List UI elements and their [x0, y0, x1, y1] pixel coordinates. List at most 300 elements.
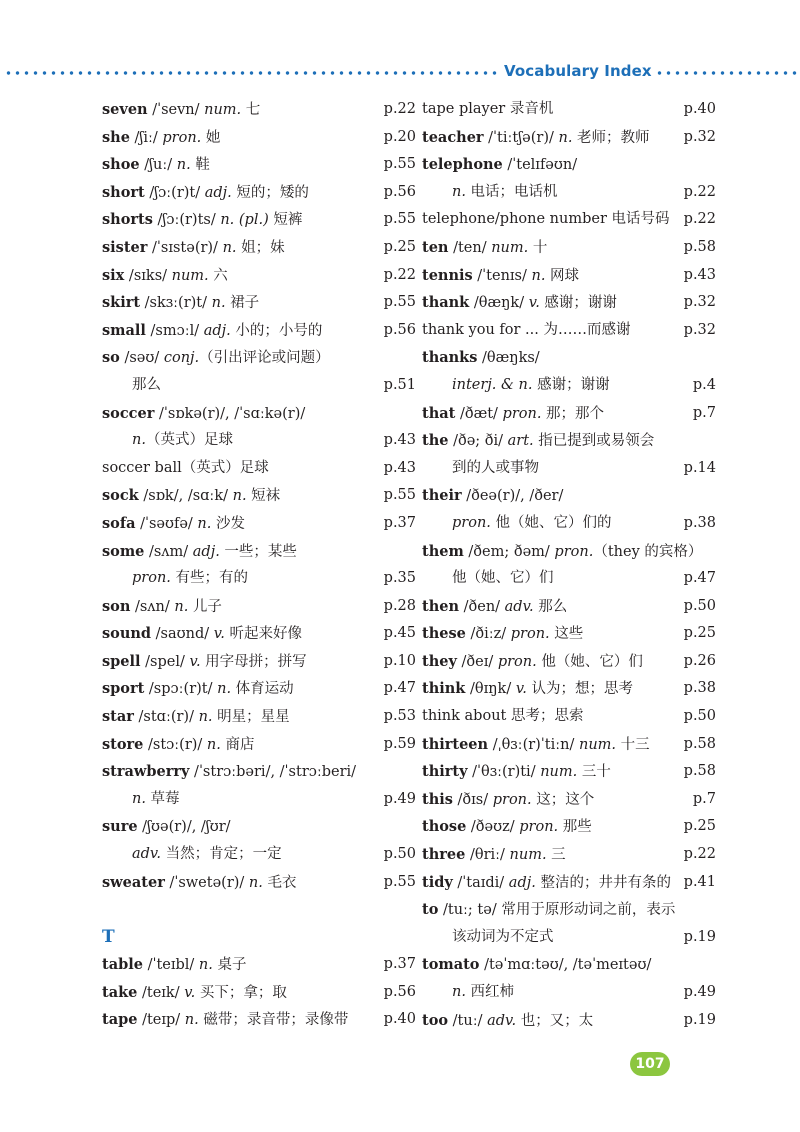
entry-headword: ten: [422, 238, 449, 256]
entry-page-ref: p.35: [383, 570, 416, 587]
entry-pronunciation: /ˈθɜː(r)ti/: [467, 764, 541, 781]
entry-meaning: 常用于原形动词之前，表示: [501, 902, 676, 919]
entry-pronunciation: /smɔːl/: [145, 322, 204, 339]
entry-page-ref: p.59: [383, 735, 416, 752]
index-entry-line: [102, 482, 416, 510]
entry-page-ref: p.7: [692, 790, 716, 807]
entry-part-of-speech: n.: [132, 432, 146, 449]
entry-pronunciation: /ðɪs/: [452, 791, 493, 808]
entry-headword: table: [102, 956, 143, 974]
entry-page-ref: p.20: [383, 128, 416, 145]
entry-pronunciation: /ˈteɪbl/: [142, 957, 199, 974]
entry-pronunciation: /ˈtenɪs/: [472, 267, 532, 284]
entry-pronunciation: /təˈmɑːtəʊ/, /təˈmeɪtəʊ/: [479, 957, 652, 974]
entry-part-of-speech: interj. & n.: [452, 376, 533, 393]
entry-meaning: 一些；某些: [219, 543, 297, 560]
entry-page-ref: p.56: [383, 183, 416, 200]
entry-page-ref: p.22: [383, 266, 416, 283]
entry-part-of-speech: pron.: [132, 570, 171, 587]
entry-pronunciation: /ˈtaɪdi/: [452, 874, 509, 891]
entry-meaning: 也；又；太: [516, 1012, 594, 1029]
entry-headword: shorts: [102, 211, 153, 229]
index-entry-line: [102, 455, 416, 483]
entry-pronunciation: /ˈstrɔːbəri/, /ˈstrɔːberi/: [189, 764, 357, 781]
entry-pronunciation: /ˈsɒkə(r)/, /ˈsɑːkə(r)/: [154, 405, 306, 422]
entry-meaning: （引出评论或问题）: [199, 350, 330, 367]
entry-meaning: （英式）足球: [145, 432, 233, 449]
index-entry-line: [422, 841, 716, 869]
entry-pronunciation: /ðeə(r)/, /ðer/: [461, 488, 564, 505]
entry-part-of-speech: v.: [184, 984, 196, 1001]
entry-part-of-speech: n. (pl.): [220, 212, 269, 229]
entry-part-of-speech: n.: [206, 736, 221, 753]
index-entry-line: [422, 372, 716, 400]
entry-headword: then: [422, 597, 460, 615]
entry-headword: skirt: [102, 294, 141, 312]
entry-part-of-speech: adv.: [132, 846, 162, 863]
entry-page-ref: p.55: [383, 487, 416, 504]
entry-page-ref: p.47: [383, 680, 416, 697]
entry-meaning: 草莓: [145, 790, 180, 807]
index-entry-line: [422, 96, 716, 124]
entry-meaning: 她: [201, 129, 221, 146]
entry-page-ref: p.49: [383, 790, 416, 807]
entry-list-s: [102, 96, 416, 896]
entry-meaning: 十: [528, 239, 548, 256]
index-entry-line: [102, 979, 416, 1007]
entry-pronunciation: /sʌm/: [144, 543, 193, 560]
entry-page-ref: p.32: [683, 294, 716, 311]
entry-headword: sport: [102, 680, 145, 698]
entry-part-of-speech: art.: [507, 433, 534, 450]
index-entry-line: [422, 400, 716, 428]
entry-headword: tomato: [422, 956, 480, 974]
entry-headword: too: [422, 1011, 449, 1029]
index-entry-line: [102, 151, 416, 179]
entry-pronunciation: /ʃɔː(r)ts/: [152, 212, 221, 229]
entry-meaning: 七: [241, 102, 261, 118]
entry-pronunciation: tape player: [422, 101, 506, 117]
index-entry-line: [422, 648, 716, 676]
entry-headword: spell: [102, 652, 141, 670]
entry-pronunciation: /ʃʊə(r)/, /ʃʊr/: [137, 819, 231, 836]
entry-meaning: 六: [208, 267, 228, 284]
entry-meaning: 短裤: [268, 212, 303, 229]
entry-headword: tennis: [422, 266, 473, 284]
entry-page-ref: p.49: [683, 984, 716, 1000]
index-entry-line: [102, 400, 416, 428]
entry-meaning: 三: [546, 847, 566, 864]
index-entry-line: [422, 620, 716, 648]
index-entry-line: [422, 675, 716, 703]
entry-part-of-speech: pron.: [519, 819, 559, 836]
entry-part-of-speech: adj.: [192, 543, 220, 560]
index-entry-line: [422, 565, 716, 593]
entry-meaning: 儿子: [188, 598, 222, 615]
entry-meaning: 短的；矮的: [231, 184, 309, 201]
entry-meaning: 感谢；谢谢: [532, 376, 610, 393]
entry-meaning: 这些: [549, 626, 584, 643]
entry-page-ref: p.37: [383, 956, 416, 973]
entry-meaning: 十三: [616, 736, 650, 753]
entry-meaning: 沙发: [211, 515, 245, 532]
entry-headword: tape: [102, 1011, 138, 1029]
entry-page-ref: p.56: [383, 983, 416, 1000]
entry-pronunciation: /ten/: [448, 239, 492, 256]
entry-page-ref: p.26: [683, 652, 716, 669]
index-entry-line: [102, 593, 416, 621]
entry-page-ref: p.56: [383, 321, 416, 338]
entry-list-right: [422, 96, 716, 1034]
index-entry-line: [422, 317, 716, 345]
entry-pronunciation: /ðeɪ/: [456, 653, 498, 670]
entry-meaning: 有些；有的: [170, 570, 249, 587]
entry-meaning: 该动词为不定式: [452, 928, 554, 945]
entry-part-of-speech: n.: [232, 488, 247, 505]
entry-page-ref: p.28: [383, 597, 416, 614]
entry-part-of-speech: n.: [222, 239, 237, 256]
entry-pronunciation: /ˈswetə(r)/: [164, 874, 249, 891]
entry-page-ref: p.7: [692, 404, 716, 421]
entry-headword: telephone: [422, 156, 503, 174]
entry-pronunciation: /saʊnd/: [151, 626, 214, 643]
entry-part-of-speech: pron.: [497, 653, 537, 670]
entry-meaning: 西红柿: [465, 984, 515, 1000]
entry-headword: so: [102, 349, 120, 367]
entry-headword: thank: [422, 294, 470, 312]
index-entry-line: [102, 510, 416, 538]
entry-pronunciation: /ʃiː/: [129, 129, 163, 146]
entry-part-of-speech: num.: [509, 847, 547, 864]
entry-headword: think: [422, 680, 466, 698]
index-entry-line: [422, 234, 716, 262]
index-entry-line: [102, 427, 416, 455]
entry-headword: sweater: [102, 873, 165, 891]
entry-meaning: 这；这个: [531, 791, 595, 808]
entry-headword: the: [422, 432, 449, 450]
entry-pronunciation: /teɪp/: [137, 1012, 185, 1029]
index-entry-line: [102, 869, 416, 897]
entry-meaning: 毛衣: [262, 874, 297, 891]
entry-page-ref: p.32: [683, 321, 716, 338]
index-entry-line: [102, 620, 416, 648]
entry-headword: this: [422, 790, 453, 808]
entry-page-ref: p.51: [383, 376, 416, 393]
index-entry-line: [102, 538, 416, 566]
entry-headword: some: [102, 542, 145, 560]
entry-part-of-speech: n.: [211, 295, 226, 312]
entry-headword: sock: [102, 487, 139, 505]
page-number-badge: 107: [630, 1052, 670, 1076]
entry-meaning: （they 的宾格）: [593, 543, 703, 560]
entry-meaning: 录音机: [505, 101, 554, 117]
entry-part-of-speech: num.: [171, 267, 209, 284]
entry-part-of-speech: pron.: [492, 791, 532, 808]
header-title: Vocabulary Index: [504, 62, 652, 80]
entry-headword: thirty: [422, 763, 468, 781]
entry-meaning: 那么: [533, 598, 568, 615]
entry-headword: six: [102, 266, 125, 284]
index-entry-line: [422, 951, 716, 979]
entry-pronunciation: /tuː; tə/: [438, 902, 502, 919]
entry-page-ref: p.19: [683, 1011, 716, 1028]
entry-pronunciation: soccer ball: [102, 459, 182, 476]
index-entry-line: [422, 151, 716, 179]
index-entry-line: [102, 731, 416, 759]
index-entry-line: [422, 344, 716, 372]
entry-meaning: 听起来好像: [224, 626, 302, 643]
entry-part-of-speech: pron.: [510, 626, 550, 643]
entry-pronunciation: /teɪk/: [137, 984, 185, 1001]
index-entry-line: [422, 813, 716, 841]
entry-pronunciation: /ðæt/: [455, 405, 503, 422]
entry-page-ref: p.32: [683, 128, 716, 145]
entry-headword: take: [102, 983, 138, 1001]
index-entry-line: [422, 482, 716, 510]
entry-part-of-speech: num.: [540, 764, 578, 781]
entry-headword: their: [422, 487, 462, 505]
entry-headword: she: [102, 128, 130, 146]
index-entry-line: [422, 206, 716, 234]
entry-meaning: 指已提到或易领会: [533, 433, 655, 450]
entry-page-ref: p.55: [383, 156, 416, 173]
entry-headword: three: [422, 846, 466, 864]
entry-headword: small: [102, 321, 146, 339]
entry-headword: seven: [102, 101, 148, 118]
entry-page-ref: p.47: [683, 570, 716, 587]
entry-pronunciation: /stɔː(r)/: [143, 736, 207, 753]
entry-pronunciation: /ˈsɪstə(r)/: [147, 239, 223, 256]
index-entry-line: [422, 427, 716, 455]
index-entry-line: [422, 786, 716, 814]
entry-headword: store: [102, 735, 144, 753]
entry-part-of-speech: v.: [528, 295, 540, 312]
entry-part-of-speech: pron.: [452, 514, 491, 531]
index-entry-line: [422, 869, 716, 897]
entry-page-ref: p.43: [383, 459, 416, 476]
index-entry-line: [102, 262, 416, 290]
entry-headword: teacher: [422, 128, 484, 146]
entry-meaning: 商店: [220, 736, 255, 753]
entry-pronunciation: /ˌθɜː(r)ˈtiːn/: [488, 736, 579, 753]
entry-page-ref: p.58: [683, 763, 716, 780]
entry-meaning: 到的人或事物: [452, 459, 539, 476]
index-entry-line: [422, 758, 716, 786]
entry-headword: sure: [102, 818, 138, 836]
entry-list-t: [102, 951, 416, 1034]
entry-headword: strawberry: [102, 763, 190, 781]
index-entry-line: [422, 289, 716, 317]
entry-page-ref: p.40: [383, 1011, 416, 1028]
entry-page-ref: p.55: [383, 873, 416, 890]
entry-meaning: （英式）足球: [181, 459, 269, 476]
index-entry-line: [102, 786, 416, 814]
entry-pronunciation: /ðem; ðəm/: [463, 543, 555, 560]
entry-page-ref: p.37: [383, 514, 416, 531]
entry-meaning: 明星；星星: [212, 709, 290, 726]
entry-pronunciation: /ˈsevn/: [147, 102, 205, 118]
entry-pronunciation: /ʃuː/: [139, 157, 177, 174]
entry-part-of-speech: num.: [491, 239, 529, 256]
entry-meaning: 他（她、它）们: [536, 653, 643, 670]
index-entry-line: [422, 924, 716, 952]
index-entry-line: [102, 758, 416, 786]
index-entry-line: [422, 262, 716, 290]
entry-part-of-speech: n.: [198, 709, 213, 726]
entry-part-of-speech: adv.: [487, 1012, 517, 1029]
dotted-rule-left: [4, 71, 501, 75]
entry-headword: star: [102, 708, 134, 726]
index-entry-line: [422, 896, 716, 924]
entry-page-ref: p.22: [683, 211, 716, 228]
entry-pronunciation: /ˈsəʊfə/: [135, 515, 198, 532]
entry-pronunciation: /tuː/: [448, 1012, 488, 1029]
index-entry-line: [422, 731, 716, 759]
entry-pronunciation: /ðə; ði/: [448, 433, 508, 450]
entry-page-ref: p.19: [683, 928, 716, 945]
entry-pronunciation: /ðiːz/: [465, 626, 511, 643]
entry-part-of-speech: n.: [217, 681, 232, 698]
entry-part-of-speech: n.: [176, 157, 191, 174]
entry-part-of-speech: adv.: [504, 598, 534, 615]
entry-part-of-speech: n.: [132, 790, 146, 807]
entry-pronunciation: /spɔː(r)t/: [144, 681, 218, 698]
index-entry-line: [102, 289, 416, 317]
entry-pronunciation: /skɜː(r)t/: [140, 295, 212, 312]
entry-headword: thanks: [422, 349, 478, 367]
entry-part-of-speech: v.: [515, 681, 527, 698]
index-entry-line: [102, 96, 416, 124]
entry-part-of-speech: num.: [204, 102, 242, 118]
entry-page-ref: p.25: [683, 625, 716, 642]
entry-meaning: 电话；电话机: [465, 183, 558, 200]
left-column: [102, 96, 416, 1034]
entry-headword: those: [422, 818, 467, 836]
index-entry-line: [102, 841, 416, 869]
entry-page-ref: p.25: [683, 818, 716, 835]
entry-pronunciation: /θæŋk/: [469, 295, 529, 312]
entry-meaning: 老师；教师: [572, 129, 650, 146]
entry-part-of-speech: v.: [213, 626, 225, 643]
entry-page-ref: p.43: [683, 266, 716, 283]
entry-headword: son: [102, 597, 131, 615]
entry-pronunciation: /səʊ/: [119, 350, 164, 367]
entry-meaning: 整洁的；井井有条的: [535, 874, 671, 891]
entry-headword: they: [422, 652, 457, 670]
entry-pronunciation: /spel/: [140, 653, 190, 670]
index-entry-line: [102, 648, 416, 676]
entry-page-ref: p.10: [383, 652, 416, 669]
entry-headword: sofa: [102, 514, 136, 532]
index-entry-line: [102, 1006, 416, 1034]
entry-part-of-speech: n.: [452, 984, 466, 1000]
entry-part-of-speech: n.: [174, 598, 189, 615]
entry-headword: tidy: [422, 873, 453, 891]
index-entry-line: [102, 124, 416, 152]
index-entry-line: [422, 538, 716, 566]
entry-meaning: 短袜: [246, 488, 281, 505]
entry-meaning: 那些: [558, 819, 592, 836]
dotted-rule-right: [655, 71, 800, 75]
entry-pronunciation: /ʃɔː(r)t/: [144, 184, 205, 201]
index-entry-line: [102, 206, 416, 234]
entry-pronunciation: telephone/phone number: [422, 211, 607, 228]
entry-meaning: 那么: [132, 376, 161, 393]
entry-part-of-speech: n.: [197, 515, 212, 532]
entry-meaning: 为……而感谢: [538, 321, 631, 338]
entry-pronunciation: thank you for ...: [422, 321, 539, 338]
entry-page-ref: p.38: [683, 680, 716, 697]
entry-pronunciation: /sɒk/, /sɑːk/: [138, 488, 233, 505]
entry-page-ref: p.40: [683, 101, 716, 117]
entry-page-ref: p.4: [692, 376, 716, 393]
entry-part-of-speech: conj.: [163, 350, 200, 367]
index-entry-line: [422, 124, 716, 152]
entry-pronunciation: think about: [422, 708, 507, 725]
entry-headword: soccer: [102, 404, 155, 422]
index-entry-line: [102, 372, 416, 400]
entry-meaning: 三十: [577, 764, 611, 781]
entry-meaning: 体育运动: [231, 681, 294, 698]
entry-pronunciation: /sɪks/: [124, 267, 172, 284]
entry-meaning: 裙子: [225, 295, 260, 312]
index-entry-line: [422, 455, 716, 483]
entry-meaning: 用字母拼；拼写: [200, 653, 307, 670]
entry-page-ref: p.22: [683, 846, 716, 863]
entry-pronunciation: /stɑː(r)/: [133, 709, 199, 726]
entry-page-ref: p.45: [383, 625, 416, 642]
index-entry-line: [422, 1007, 716, 1035]
index-entry-line: [422, 510, 716, 538]
entry-pronunciation: /sʌn/: [130, 598, 175, 615]
entry-page-ref: p.25: [383, 238, 416, 255]
entry-meaning: 小的；小号的: [230, 322, 323, 339]
entry-meaning: 认为；想；思考: [526, 681, 634, 698]
index-entry-line: [102, 179, 416, 207]
entry-headword: short: [102, 183, 145, 201]
page-header: [0, 60, 800, 84]
entry-part-of-speech: pron.: [554, 543, 594, 560]
entry-meaning: 他（她、它）们: [452, 570, 554, 587]
entry-page-ref: p.38: [683, 514, 716, 531]
entry-meaning: 磁带；录音带；录像带: [198, 1012, 349, 1029]
entry-part-of-speech: n.: [452, 183, 466, 200]
entry-page-ref: p.22: [383, 101, 416, 117]
index-entry-line: [102, 813, 416, 841]
entry-page-ref: p.50: [683, 708, 716, 725]
entry-page-ref: p.14: [683, 459, 716, 476]
entry-headword: them: [422, 542, 464, 560]
index-entry-line: [102, 565, 416, 593]
entry-meaning: 买下；拿；取: [195, 984, 287, 1001]
entry-page-ref: p.50: [683, 597, 716, 614]
index-entry-line: [102, 234, 416, 262]
entry-meaning: 他（她、它）们的: [490, 514, 612, 531]
entry-page-ref: p.41: [683, 873, 716, 890]
entry-part-of-speech: n.: [184, 1012, 199, 1029]
entry-part-of-speech: adj.: [203, 322, 231, 339]
entry-meaning: 网球: [545, 267, 580, 284]
entry-pronunciation: /ˈtiːtʃə(r)/: [483, 129, 559, 146]
index-entry-line: [102, 317, 416, 345]
entry-meaning: 电话号码: [606, 211, 670, 228]
entry-part-of-speech: num.: [578, 736, 617, 753]
entry-page-ref: p.55: [383, 294, 416, 311]
entry-meaning: 思考；思索: [506, 708, 584, 725]
entry-page-ref: p.50: [383, 846, 416, 863]
section-letter: T: [102, 926, 115, 947]
entry-part-of-speech: adj.: [508, 874, 536, 891]
